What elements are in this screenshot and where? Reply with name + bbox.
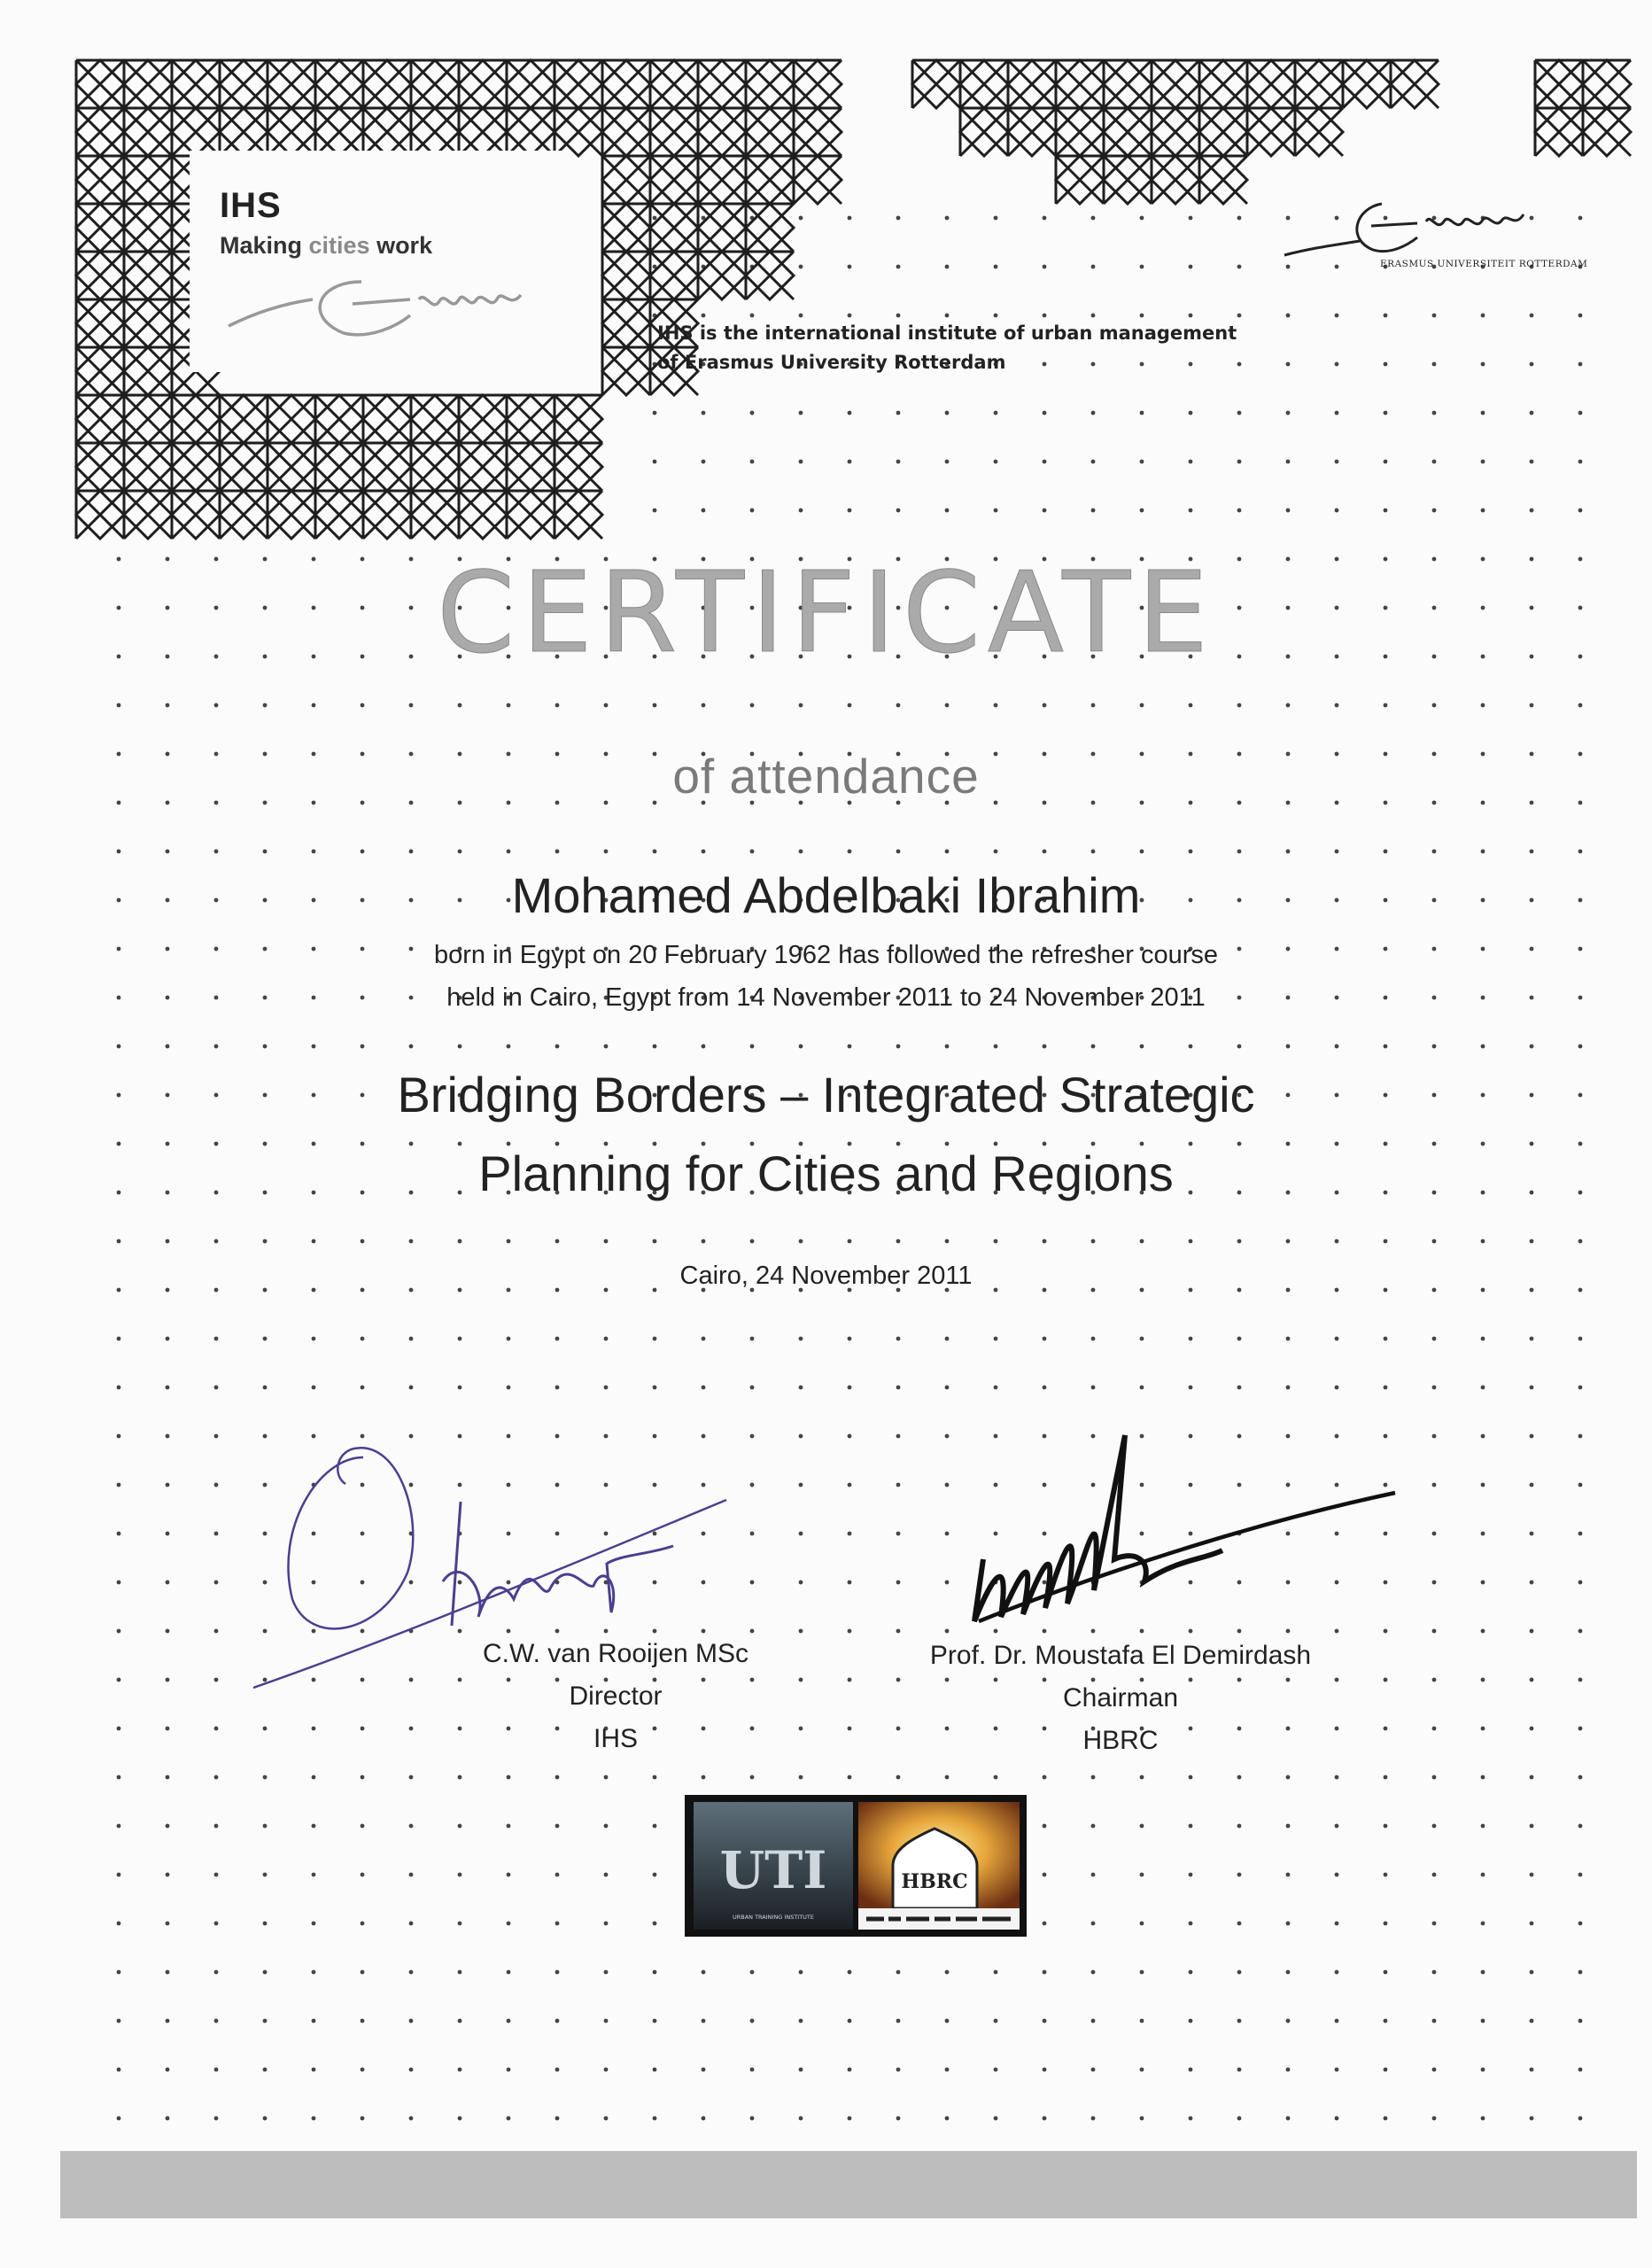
signatory-name: Prof. Dr. Moustafa El Demirdash: [929, 1641, 1312, 1670]
bottom-scan-bar: [60, 2151, 1637, 2218]
certificate-title: CERTIFICATE: [437, 548, 1215, 678]
signatory-org: HBRC: [1082, 1726, 1159, 1755]
signatory-director: [421, 1633, 810, 1760]
birth-course-line-2: held in Cairo, Egypt from 14 November 2011 to 24 November 2011: [446, 983, 1206, 1012]
course-title-line-1: Bridging Borders – Integrated Strategic: [397, 1067, 1255, 1122]
erasmus-university-logo: [1276, 186, 1541, 266]
signatory-role: Chairman: [1062, 1683, 1179, 1713]
ihs-logo: IHS: [220, 186, 282, 225]
hbrc-logo-text: HBRC: [901, 1870, 968, 1893]
ihs-tagline: Making cities work: [220, 232, 433, 259]
erasmus-signature-logo-small: [220, 264, 547, 353]
course-title-line-2: Planning for Cities and Regions: [478, 1146, 1174, 1201]
signatory-role: Director: [569, 1682, 663, 1711]
uti-logo: [694, 1802, 853, 1930]
recipient-name: Mohamed Abdelbaki Ibrahim: [511, 867, 1141, 923]
erasmus-university-label: ERASMUS UNIVERSITEIT ROTTERDAM: [1380, 259, 1588, 269]
certificate-subtitle: of attendance: [672, 749, 980, 804]
chairman-signature: [912, 1426, 1408, 1639]
partner-logos: [685, 1795, 1027, 1937]
signatory-name: C.W. van Rooijen MSc: [482, 1639, 749, 1668]
birth-course-line-1: born in Egypt on 20 February 1962 has followed the refresher course: [433, 941, 1219, 969]
institute-intro-line-2: of Erasmus University Rotterdam: [657, 352, 1006, 373]
signatory-chairman: [890, 1635, 1351, 1762]
institute-intro-line-1: IHS is the international institute of urban management: [657, 322, 1237, 344]
signatory-org: IHS: [593, 1724, 638, 1753]
uti-logo-text: UTI: [719, 1840, 827, 1900]
hbrc-logo: [858, 1802, 1020, 1930]
uti-logo-caption: URBAN TRAINING INSTITUTE: [732, 1914, 815, 1921]
place-and-date: Cairo, 24 November 2011: [679, 1262, 973, 1290]
